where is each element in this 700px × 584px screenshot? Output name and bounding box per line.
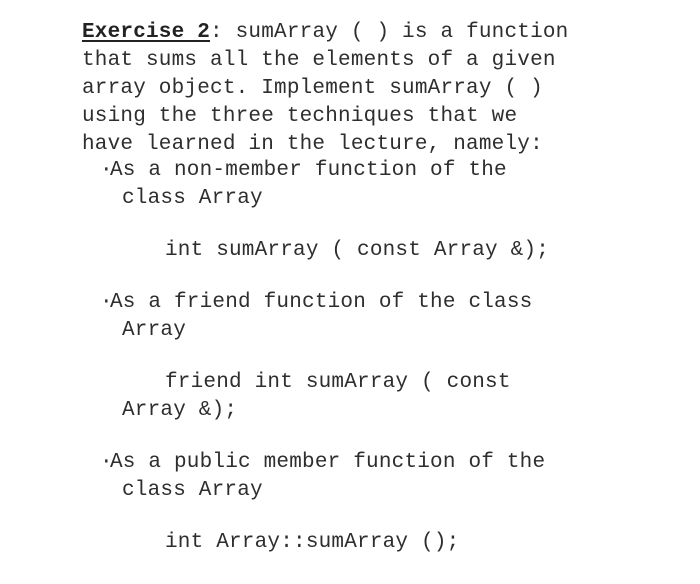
technique-3-code: int Array::sumArray (); (165, 531, 460, 554)
exercise-title: Exercise 2 (82, 21, 211, 44)
technique-3-line-1: ·As a public member function of the (100, 451, 546, 474)
intro-line-2: that sums all the elements of a given (82, 49, 556, 72)
technique-1-line-1: ·As a non-member function of the (100, 159, 507, 182)
intro-line-4: using the three techniques that we (82, 105, 518, 128)
bullet-dot-icon: · (100, 159, 113, 182)
technique-2-code-line-2: Array &); (122, 399, 238, 422)
bullet-dot-icon: · (100, 291, 113, 314)
intro-line-1-rest: : sumArray ( ) is a function (210, 21, 569, 44)
intro-line-3: array object. Implement sumArray ( ) (82, 77, 543, 100)
technique-3-line-2: class Array (122, 479, 263, 502)
technique-2-code-line-1: friend int sumArray ( const (165, 371, 511, 394)
technique-1-line-2: class Array (122, 187, 263, 210)
technique-1-code: int sumArray ( const Array &); (165, 239, 550, 262)
technique-2-line-1: ·As a friend function of the class (100, 291, 533, 314)
intro-line-5: have learned in the lecture, namely: (82, 133, 543, 156)
intro-line-1 (82, 20, 569, 46)
bullet-dot-icon: · (100, 451, 113, 474)
technique-2-line-2: Array (122, 319, 187, 342)
